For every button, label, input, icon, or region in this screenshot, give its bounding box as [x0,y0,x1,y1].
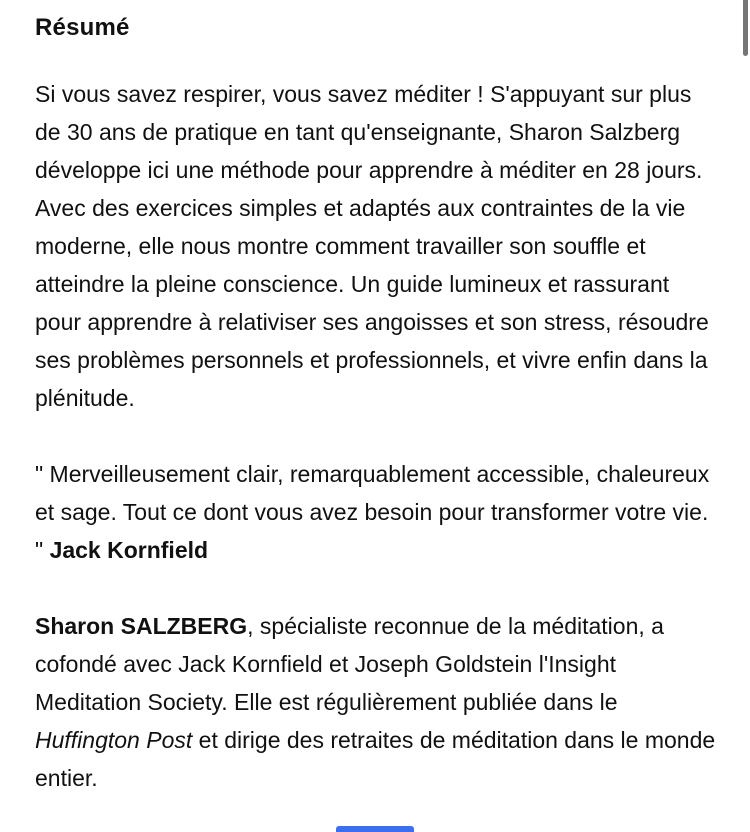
bold-text: Jack Kornfield [49,537,209,563]
blue-bottom-bar [336,826,414,832]
body-text: Si vous savez respirer, vous savez méditer ! S'appuyant sur plus de 30 ans de pratique en tant qu'enseignante, Sharon Salzberg développe ici une méthode pour apprendre à méditer en 28 jours. [35,81,703,183]
paragraph [35,75,719,417]
body-text: , spécialiste reconnue de la méditation, a cofondé avec Jack Kornfield et Joseph Goldstein l'Insight Meditation Society. Elle est régulièrement publiée dans le [35,613,664,715]
body-text: Avec des exercices simples et adaptés aux contraintes de la vie moderne, elle nous montre comment travailler son souffle et atteindre la pleine conscience. Un guide lumineux et rassurant pour apprendre à relativiser ses angoisses et son stress, résoudre ses problèmes personnels et professionnels, et vivre enfin dans la plénitude. [35,195,709,411]
scrollbar-thumb[interactable] [743,0,748,56]
body-text: " Merveilleusement clair, remarquablement accessible, chaleureux et sage. Tout ce dont vous avez besoin pour transformer votre vie. " [35,461,710,563]
bold-text: Sharon SALZBERG [35,613,248,639]
paragraph [35,607,719,797]
paragraph [35,455,719,569]
body-text: et dirige des retraites de méditation dans le monde entier. [35,727,716,791]
italic-text: Huffington Post [35,727,193,753]
resume-heading: Résumé [35,14,130,41]
book-description-text [35,75,719,797]
